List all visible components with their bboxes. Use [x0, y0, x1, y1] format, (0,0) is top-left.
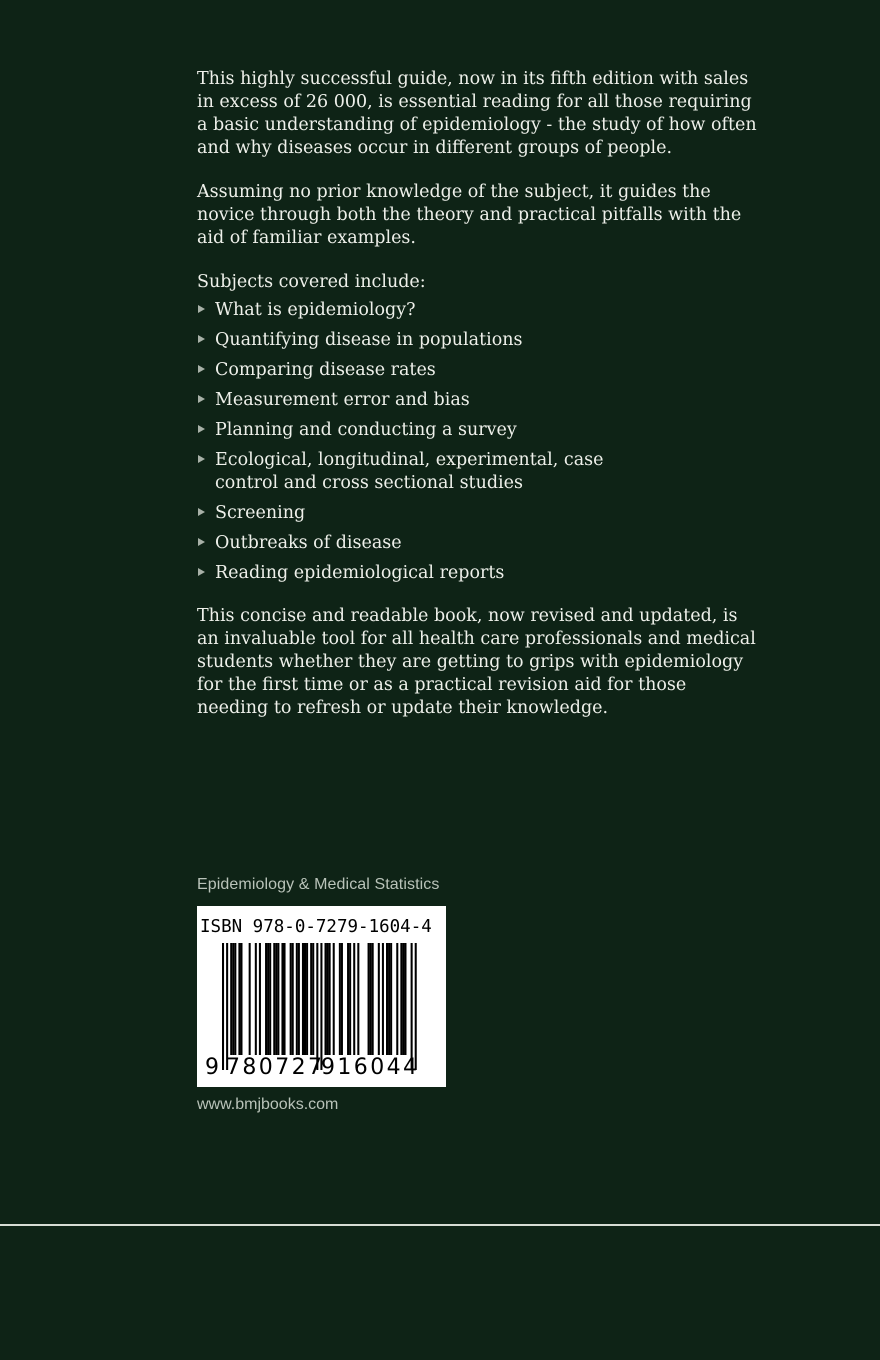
- barcode-bar: [386, 943, 388, 1055]
- triangle-bullet-icon: [198, 538, 205, 546]
- barcode-bar: [249, 943, 251, 1055]
- list-item: [197, 329, 757, 352]
- subjects-list: [197, 299, 757, 585]
- barcode-guard-bar: [316, 943, 318, 1070]
- triangle-bullet-icon: [198, 568, 205, 576]
- barcode-bar: [281, 943, 283, 1055]
- triangle-bullet-icon: [198, 305, 205, 313]
- barcode-bar: [347, 943, 349, 1055]
- barcode-bar: [267, 943, 269, 1055]
- list-item-text: Comparing disease rates: [215, 360, 436, 380]
- closing-paragraph: This concise and readable book, now revised and updated, is an invaluable tool for all health care professionals and medical students whether they are getting to grips with epidemiology for the first time or as a practical revision aid for those needing to refresh or update their knowledge.: [197, 606, 756, 718]
- divider-line: [0, 1224, 880, 1226]
- barcode-bar: [240, 943, 242, 1055]
- website-url: www.bmjbooks.com: [197, 1096, 339, 1113]
- barcode-first-digit: 9: [205, 1055, 219, 1080]
- triangle-bullet-icon: [198, 508, 205, 516]
- barcode-bar: [284, 943, 286, 1055]
- list-item-text: Screening: [215, 503, 306, 523]
- barcode-guard-bar: [320, 943, 322, 1070]
- list-item-text: Quantifying disease in populations: [215, 330, 523, 350]
- barcode-bar: [339, 943, 341, 1055]
- barcode-bar: [325, 943, 327, 1055]
- isbn-barcode: [197, 906, 446, 1087]
- novice-paragraph: Assuming no prior knowledge of the subject, it guides the novice through both the theory and practical pitfalls with the aid of familiar examples.: [197, 182, 742, 248]
- barcode-bar: [238, 943, 240, 1055]
- list-item-text: Ecological, longitudinal, experimental, case control and cross sectional studies: [215, 450, 604, 493]
- triangle-bullet-icon: [198, 425, 205, 433]
- barcode-bar: [234, 943, 236, 1055]
- barcode-bar: [327, 943, 329, 1055]
- subjects-heading: Subjects covered include:: [197, 272, 426, 292]
- triangle-bullet-icon: [198, 365, 205, 373]
- list-item: [197, 532, 757, 555]
- barcode-bar: [298, 943, 300, 1055]
- barcode-bar: [341, 943, 343, 1055]
- intro-paragraph: This highly successful guide, now in its fifth edition with sales in excess of 26 000, is essential reading for all those requiring a basic understanding of epidemiology - the study of how often and why diseases occur in different groups of people.: [197, 69, 757, 158]
- barcode-bar: [306, 943, 308, 1055]
- barcode-left-digits: 780727: [226, 1055, 325, 1080]
- list-item-text: Measurement error and bias: [215, 390, 470, 410]
- list-item: [197, 419, 757, 442]
- barcode-bar: [259, 943, 261, 1055]
- triangle-bullet-icon: [198, 335, 205, 343]
- barcode-bar: [349, 943, 351, 1055]
- barcode-bar: [302, 943, 304, 1055]
- barcode-bar: [404, 943, 406, 1055]
- barcode-bar: [296, 943, 298, 1055]
- barcode-bar: [329, 943, 331, 1055]
- barcode-bar: [400, 943, 402, 1055]
- triangle-bullet-icon: [198, 455, 205, 463]
- barcode-bar: [255, 943, 257, 1055]
- barcode-bar: [292, 943, 294, 1055]
- barcode-bar: [265, 943, 267, 1055]
- triangle-bullet-icon: [198, 395, 205, 403]
- barcode-bar: [388, 943, 390, 1055]
- barcode-bar: [304, 943, 306, 1055]
- list-item: [197, 502, 757, 525]
- list-item-text: Reading epidemiological reports: [215, 563, 505, 583]
- barcode-bar: [353, 943, 355, 1055]
- barcode-bar: [370, 943, 372, 1055]
- barcode-bar: [372, 943, 374, 1055]
- list-item: [197, 449, 757, 495]
- list-item-text: What is epidemiology?: [215, 300, 416, 320]
- barcode-bar: [230, 943, 232, 1055]
- barcode-guard-bar: [415, 943, 417, 1070]
- barcode-bar: [269, 943, 271, 1055]
- barcode-bar: [290, 943, 292, 1055]
- barcode-bar: [277, 943, 279, 1055]
- barcode-bar: [382, 943, 384, 1055]
- barcode-bar: [275, 943, 277, 1055]
- barcode-bar: [273, 943, 275, 1055]
- barcode-bar: [378, 943, 380, 1055]
- barcode-guard-bar: [222, 943, 224, 1070]
- barcode-bar: [368, 943, 370, 1055]
- barcode-bar: [333, 943, 335, 1055]
- list-item: [197, 299, 757, 322]
- barcode-bar: [232, 943, 234, 1055]
- barcode-right-digits: 916044: [321, 1055, 420, 1080]
- barcode-bar: [310, 943, 312, 1055]
- barcode-bar: [402, 943, 404, 1055]
- list-item: [197, 389, 757, 412]
- list-item: [197, 359, 757, 382]
- barcode-guard-bar: [226, 943, 228, 1070]
- barcode-bar: [357, 943, 359, 1055]
- blurb: [197, 68, 757, 741]
- barcode-guard-bar: [411, 943, 413, 1070]
- isbn-label: ISBN 978-0-7279-1604-4: [200, 917, 432, 937]
- list-item-text: Planning and conducting a survey: [215, 420, 517, 440]
- barcode-bar: [312, 943, 314, 1055]
- barcode-bar: [396, 943, 398, 1055]
- barcode-bar: [390, 943, 392, 1055]
- category-label: Epidemiology & Medical Statistics: [197, 876, 440, 893]
- list-item-text: Outbreaks of disease: [215, 533, 402, 553]
- list-item: [197, 562, 757, 585]
